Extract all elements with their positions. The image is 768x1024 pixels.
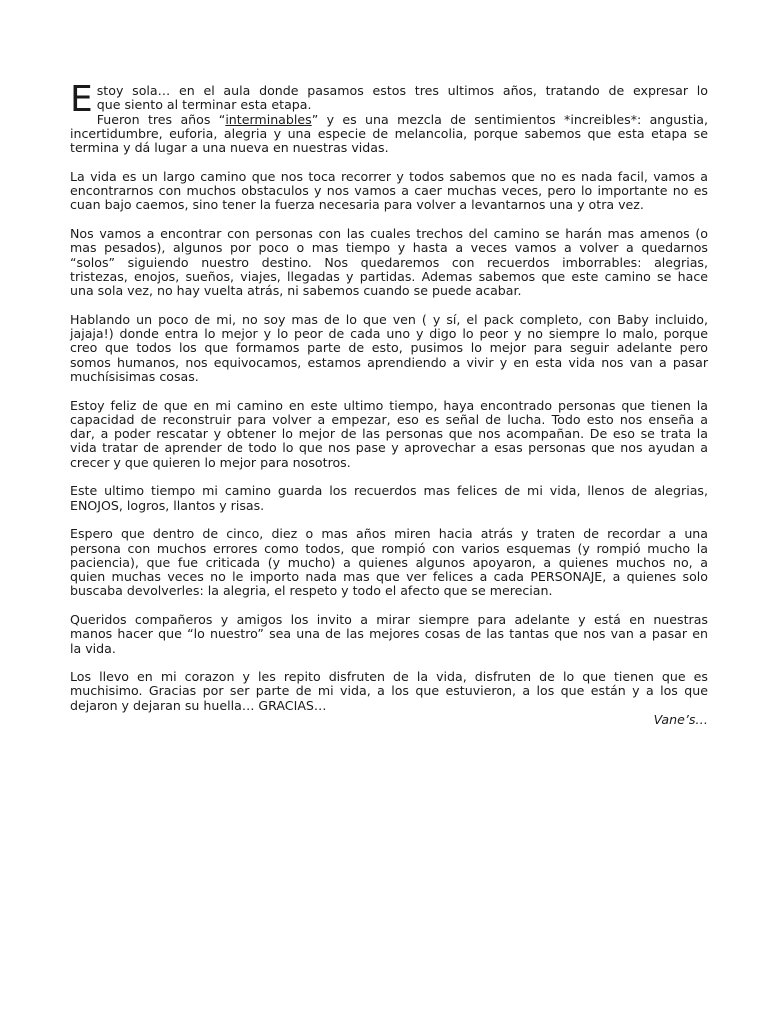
text-line: La vida es un largo camino que nos toca recorrer y todos sabemos que no es nada facil, vamos a	[70, 168, 708, 184]
text-line: somos humanos, nos equivocamos, estamos aprendiendo a vivir y en esta vida nos van a pasar	[70, 354, 708, 370]
text-line: mas pesados), algunos por poco o mas tiempo y hasta a veces vamos a volver a quedarnos	[70, 240, 708, 256]
text-line: creo que todos los que formamos parte de esto, pusimos lo mejor para seguir adelante pero	[70, 340, 708, 356]
text-line: vida tratar de aprender de todo lo que nos pase y aprovechar a esas personas que nos ayudan a	[70, 440, 708, 456]
text-line: cuan bajo caemos, sino tener la fuerza necesaria para volver a levantarnos una y otra vez.	[70, 197, 644, 213]
text-line: Queridos compañeros y amigos los invito a mirar siempre para adelante y está en nuestras	[70, 611, 708, 627]
paragraph-8	[70, 613, 708, 656]
underlined-word: interminables	[225, 111, 312, 127]
text-line: encontrarnos con muchos obstaculos y nos vamos a caer muchas veces, pero lo importante no es	[70, 183, 708, 199]
paragraph-9	[70, 670, 708, 713]
paragraph-2	[70, 170, 708, 213]
text-line: tristezas, enojos, sueños, viajes, llegadas y partidas. Ademas sabemos que este camino se hace	[70, 268, 708, 284]
text-line: buscaba devolverles: la alegria, el respeto y todo el afecto que se merecian.	[70, 583, 553, 599]
text-line: que siento al terminar esta etapa.	[96, 97, 312, 113]
text-line: termina y dá lugar a una nueva en nuestras vidas.	[70, 140, 389, 156]
text-line: muchisimo. Gracias por ser parte de mi vida, a los que estuvieron, a los que están y a los que	[70, 683, 708, 699]
text-line: manos hacer que “lo nuestro” sea una de las mejores cosas de las tantas que nos van a pasar en	[70, 626, 708, 642]
text-line: capacidad de reconstruir para volver a empezar, eso es señal de lucha. Todo esto nos enseña a	[70, 411, 708, 427]
text-line: stoy sola… en el aula donde pasamos estos tres ultimos años, tratando de expresar lo	[96, 83, 708, 98]
paragraph-5	[70, 399, 708, 470]
text-line: paciencia), que fue criticada (y mucho) a quienes algunos apoyaron, a quienes muchos no, a	[70, 554, 708, 570]
text-line: dar, a poder rescatar y obtener lo mejor de las personas que nos acompañan. De eso se trata la	[70, 426, 708, 442]
text-line: crecer y que quieren lo mejor para nosotros.	[70, 454, 351, 470]
text-line: Los llevo en mi corazon y les repito disfruten de la vida, disfruten de lo que tienen que es	[70, 669, 708, 685]
text-line: Hablando un poco de mi, no soy mas de lo que ven ( y sí, el pack completo, con Baby incluido,	[70, 311, 708, 327]
text-line: Nos vamos a encontrar con personas con las cuales trechos del camino se harán mas amenos (o	[70, 225, 708, 241]
text-line: incertidumbre, euforia, alegria y una especie de melancolia, porque sabemos que esta etapa se	[70, 125, 708, 141]
text-line: jajaja!) donde entra lo mejor y lo peor de cada uno y digo lo peor y no siempre lo malo, porque	[70, 326, 708, 342]
text-line	[70, 113, 708, 127]
letter-page	[70, 79, 708, 728]
paragraph-3	[70, 227, 708, 298]
text-line: “solos” siguiendo nuestro destino. Nos quedaremos con recuerdos imborrables: alegrias,	[70, 254, 708, 270]
text-line: Este ultimo tiempo mi camino guarda los recuerdos mas felices de mi vida, llenos de alegrias,	[70, 483, 708, 499]
text-line: dejaron y dejaran su huella… GRACIAS…	[70, 697, 327, 713]
text-line: Espero que dentro de cinco, diez o mas años miren hacia atrás y traten de recordar a una	[70, 526, 708, 542]
paragraph-1	[70, 79, 708, 156]
paragraph-6	[70, 484, 708, 513]
text-line: quien muchas veces no le importo nada mas que ver felices a cada PERSONAJE, a quienes solo	[70, 569, 708, 585]
text-line: la vida.	[70, 640, 116, 656]
drop-cap: E	[70, 79, 93, 120]
paragraph-7	[70, 527, 708, 598]
text-line: muchísisimas cosas.	[70, 368, 199, 384]
text-line: una sola vez, no hay vuelta atrás, ni sabemos cuando se puede acabar.	[70, 283, 522, 299]
signature: Vane’s…	[653, 712, 708, 728]
text-line: Estoy feliz de que en mi camino en este ultimo tiempo, haya encontrado personas que tienen la	[70, 397, 708, 413]
text-line: ENOJOS, logros, llantos y risas.	[70, 497, 265, 513]
text-line: persona con muchos errores como todos, que rompió con varios esquemas (y rompió mucho la	[70, 540, 708, 556]
text-fragment: ” y es una mezcla de sentimientos *increibles*: angustia,	[311, 111, 708, 127]
paragraph-4	[70, 313, 708, 384]
text-fragment: Fueron tres años “	[96, 111, 226, 127]
